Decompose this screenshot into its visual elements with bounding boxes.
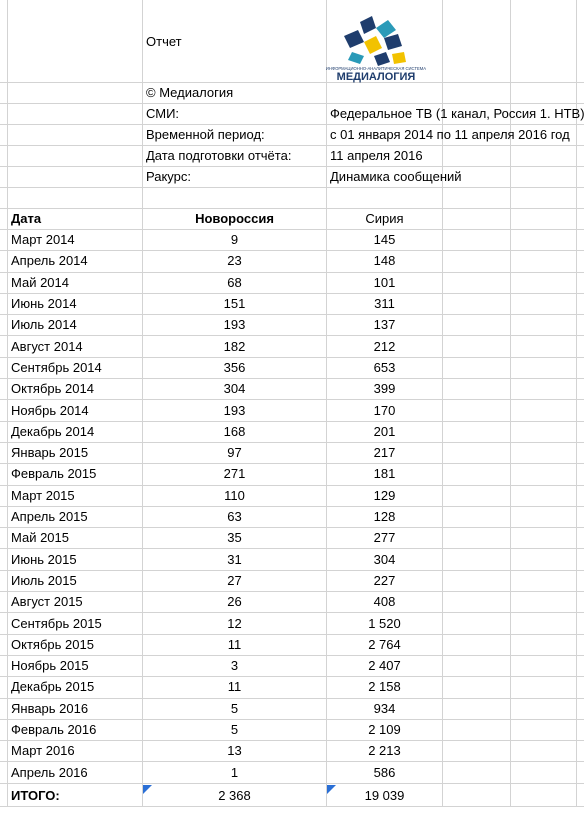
row-novorossiya-count: 68 bbox=[227, 274, 242, 290]
total-novorossiya: 2 368 bbox=[218, 788, 251, 803]
row-novorossiya-count: 13 bbox=[227, 743, 242, 759]
meta-row bbox=[0, 145, 584, 167]
row-date: Сентябрь 2014 bbox=[11, 359, 102, 375]
row-novorossiya-count: 5 bbox=[230, 700, 239, 716]
row-date: Май 2014 bbox=[11, 274, 69, 290]
row-date: Июнь 2014 bbox=[11, 296, 77, 312]
table-row bbox=[0, 740, 584, 762]
row-date: Июнь 2015 bbox=[11, 551, 77, 567]
meta-row bbox=[0, 166, 584, 188]
row-date: Декабрь 2015 bbox=[11, 679, 95, 695]
table-row bbox=[0, 442, 584, 464]
row-date: Январь 2015 bbox=[11, 445, 89, 461]
row-novorossiya-count: 3 bbox=[230, 658, 239, 674]
row-date: Апрель 2014 bbox=[11, 253, 88, 269]
row-date: Октябрь 2014 bbox=[11, 381, 94, 397]
row-syria-count: 145 bbox=[373, 232, 396, 248]
table-row bbox=[0, 229, 584, 251]
row-novorossiya-count: 11 bbox=[227, 636, 242, 652]
row-novorossiya-count: 11 bbox=[227, 679, 242, 695]
row-syria-count: 170 bbox=[373, 402, 396, 418]
row-syria-count: 1 520 bbox=[368, 615, 401, 631]
row-date: Апрель 2016 bbox=[11, 764, 88, 780]
row-syria-count: 277 bbox=[373, 530, 396, 546]
row-syria-count: 586 bbox=[373, 764, 396, 780]
row-novorossiya-count: 27 bbox=[227, 572, 242, 588]
row-syria-count: 311 bbox=[374, 296, 395, 312]
medialogia-logo bbox=[325, 12, 427, 83]
row-novorossiya-count: 304 bbox=[223, 381, 246, 397]
row-novorossiya-count: 26 bbox=[227, 594, 242, 610]
row-syria-count: 2 213 bbox=[368, 743, 401, 759]
row-novorossiya-count: 182 bbox=[223, 338, 246, 354]
row-syria-count: 2 158 bbox=[368, 679, 401, 695]
table-row bbox=[0, 655, 584, 677]
table-row bbox=[0, 719, 584, 741]
meta-value-prep-date: 11 апреля 2016 bbox=[330, 148, 423, 163]
table-row bbox=[0, 485, 584, 507]
row-novorossiya-count: 271 bbox=[223, 466, 246, 482]
row-novorossiya-count: 356 bbox=[223, 359, 246, 375]
table-row bbox=[0, 314, 584, 336]
logo-subtitle: ИНФОРМАЦИОННО-АНАЛИТИЧЕСКАЯ СИСТЕМА bbox=[325, 66, 427, 71]
row-novorossiya-count: 1 bbox=[230, 764, 239, 780]
row-syria-count: 137 bbox=[373, 317, 396, 333]
row-date: Март 2015 bbox=[11, 487, 75, 503]
table-row bbox=[0, 250, 584, 272]
table-row bbox=[0, 378, 584, 400]
row-syria-count: 128 bbox=[373, 509, 396, 525]
row-syria-count: 181 bbox=[373, 466, 396, 482]
row-syria-count: 2 764 bbox=[368, 636, 401, 652]
table-row bbox=[0, 591, 584, 613]
logo-emblem bbox=[344, 16, 406, 66]
column-header-date: Дата bbox=[11, 211, 42, 226]
table-row bbox=[0, 357, 584, 379]
meta-label-period: Временной период: bbox=[146, 127, 265, 142]
report-header-row bbox=[0, 0, 584, 83]
row-syria-count: 148 bbox=[373, 253, 396, 269]
table-row bbox=[0, 676, 584, 698]
row-novorossiya-count: 23 bbox=[227, 253, 242, 269]
table-row bbox=[0, 612, 584, 634]
row-date: Май 2015 bbox=[11, 530, 69, 546]
row-syria-count: 201 bbox=[373, 423, 396, 439]
row-syria-count: 304 bbox=[373, 551, 396, 567]
report-label: Отчет bbox=[146, 33, 182, 49]
row-date: Июль 2015 bbox=[11, 572, 77, 588]
row-date: Февраль 2015 bbox=[11, 466, 97, 482]
row-date: Август 2015 bbox=[11, 594, 83, 610]
table-row bbox=[0, 506, 584, 528]
table-row bbox=[0, 399, 584, 421]
row-novorossiya-count: 168 bbox=[223, 423, 246, 439]
table-row bbox=[0, 272, 584, 294]
table-row bbox=[0, 336, 584, 358]
row-date: Декабрь 2014 bbox=[11, 423, 95, 439]
column-header-novorossiya: Новороссия bbox=[195, 211, 274, 226]
table-row bbox=[0, 527, 584, 549]
total-syria: 19 039 bbox=[364, 788, 405, 803]
row-syria-count: 2 407 bbox=[368, 658, 401, 674]
meta-value-media: Федеральное ТВ (1 канал, Россия 1. НТВ) bbox=[330, 106, 585, 121]
row-date: Июль 2014 bbox=[11, 317, 77, 333]
logo-brand: МЕДИАЛОГИЯ bbox=[336, 71, 416, 83]
table-header-row bbox=[0, 208, 584, 230]
row-syria-count: 129 bbox=[373, 487, 396, 503]
row-novorossiya-count: 97 bbox=[227, 445, 242, 461]
meta-label-prep-date: Дата подготовки отчёта: bbox=[146, 148, 292, 163]
row-novorossiya-count: 5 bbox=[230, 722, 239, 738]
meta-value-period: с 01 января 2014 по 11 апреля 2016 год bbox=[330, 127, 570, 142]
row-date: Ноябрь 2015 bbox=[11, 658, 89, 674]
row-novorossiya-count: 110 bbox=[224, 487, 245, 503]
row-date: Март 2016 bbox=[11, 743, 75, 759]
row-novorossiya-count: 193 bbox=[223, 402, 246, 418]
row-novorossiya-count: 9 bbox=[230, 232, 239, 248]
row-date: Март 2014 bbox=[11, 232, 75, 248]
table-row bbox=[0, 293, 584, 315]
row-date: Февраль 2016 bbox=[11, 722, 97, 738]
meta-label-media: СМИ: bbox=[146, 106, 180, 121]
table-row bbox=[0, 421, 584, 443]
meta-label-angle: Ракурс: bbox=[146, 169, 191, 184]
copyright-row bbox=[0, 82, 584, 104]
row-date: Октябрь 2015 bbox=[11, 636, 94, 652]
table-row bbox=[0, 463, 584, 485]
row-syria-count: 653 bbox=[373, 359, 396, 375]
empty-row bbox=[0, 187, 584, 209]
row-date: Август 2014 bbox=[11, 338, 83, 354]
meta-row bbox=[0, 124, 584, 146]
row-syria-count: 408 bbox=[373, 594, 396, 610]
table-row bbox=[0, 570, 584, 592]
row-syria-count: 212 bbox=[373, 338, 396, 354]
table-row bbox=[0, 698, 584, 720]
row-syria-count: 227 bbox=[373, 572, 396, 588]
row-novorossiya-count: 31 bbox=[227, 551, 242, 567]
table-row bbox=[0, 634, 584, 656]
row-syria-count: 101 bbox=[373, 274, 396, 290]
row-date: Апрель 2015 bbox=[11, 509, 88, 525]
table-row bbox=[0, 549, 584, 571]
row-syria-count: 399 bbox=[373, 381, 396, 397]
row-syria-count: 217 bbox=[373, 445, 396, 461]
table-row bbox=[0, 762, 584, 784]
column-header-syria: Сирия bbox=[365, 211, 404, 226]
total-label: ИТОГО: bbox=[11, 788, 60, 803]
row-novorossiya-count: 12 bbox=[227, 615, 242, 631]
row-novorossiya-count: 193 bbox=[223, 317, 246, 333]
row-novorossiya-count: 151 bbox=[223, 296, 246, 312]
row-date: Сентябрь 2015 bbox=[11, 615, 102, 631]
meta-row bbox=[0, 103, 584, 125]
row-syria-count: 934 bbox=[373, 700, 396, 716]
total-row bbox=[0, 785, 584, 807]
row-date: Ноябрь 2014 bbox=[11, 402, 89, 418]
row-syria-count: 2 109 bbox=[368, 722, 401, 738]
copyright-text: © Медиалогия bbox=[146, 85, 234, 100]
row-novorossiya-count: 63 bbox=[227, 509, 242, 525]
row-novorossiya-count: 35 bbox=[227, 530, 242, 546]
meta-value-angle: Динамика сообщений bbox=[330, 169, 462, 184]
row-date: Январь 2016 bbox=[11, 700, 89, 716]
